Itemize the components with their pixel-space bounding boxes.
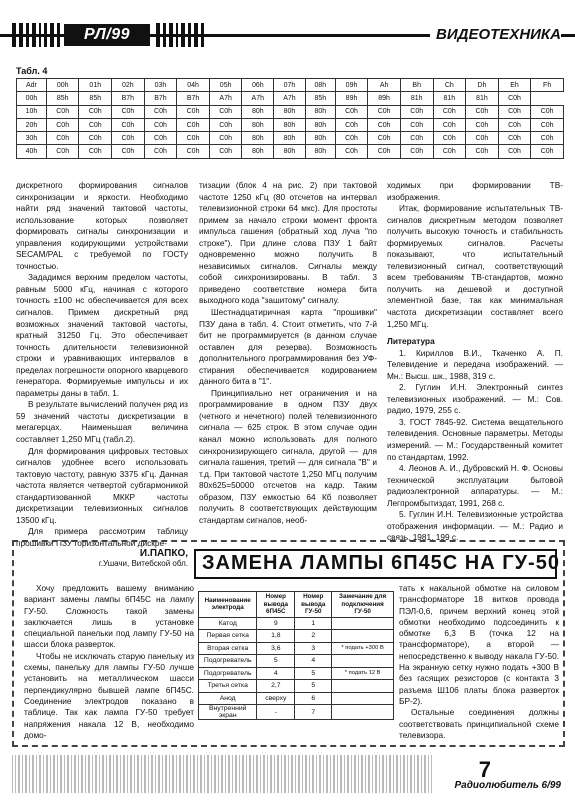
table-cell: B7h xyxy=(112,92,145,105)
table-cell: C0h xyxy=(46,118,79,131)
table-cell: 81h xyxy=(400,92,433,105)
table-cell xyxy=(332,630,394,643)
paragraph: Хочу предложить вашему вниманию вариант замены лампы 6П45С на лампу ГУ-50. Сложность такой замены заключается лишь в установке специальной панельки под лампу ГУ-50 на шасси блока разверток. xyxy=(24,583,194,650)
table-cell: 08h xyxy=(305,79,335,92)
table-cell: 80h xyxy=(274,105,306,118)
table-cell: C0h xyxy=(112,132,145,145)
table-cell: 80h xyxy=(274,118,306,131)
table-cell: C0h xyxy=(144,118,177,131)
table-cell: C0h xyxy=(112,145,145,158)
table-cell: C0h xyxy=(177,118,210,131)
table-cell: C0h xyxy=(79,105,112,118)
table-cell: C0h xyxy=(466,105,499,118)
column-header: Наименование электрода xyxy=(199,592,257,618)
table-cell: 6 xyxy=(295,692,332,705)
table-cell: C0h xyxy=(79,145,112,158)
table-cell: 80h xyxy=(242,145,274,158)
table4-rom-map xyxy=(16,78,564,159)
table-cell: Fh xyxy=(531,79,564,92)
paragraph: Для формирования цифровых тестовых сигналов удобнее всего использовать тактовую частоту, равную 3375 кГц. Данная частота является четвертой субгармоникой стандартизованной МККР частоты дискретизации телевизионных сигналов 13500 кГц. xyxy=(16,445,188,525)
table-cell: 89h xyxy=(368,92,401,105)
table-cell: B7h xyxy=(144,92,177,105)
table-cell: 20h xyxy=(17,118,47,131)
paragraph: ходимых при формировании ТВ-изображения. xyxy=(387,180,563,202)
table-cell: 30h xyxy=(17,132,47,145)
page-number: 7 xyxy=(478,757,491,782)
table-cell: C0h xyxy=(498,105,531,118)
table-cell: 09h xyxy=(335,79,368,92)
table-cell: C0h xyxy=(46,132,79,145)
table-cell: 80h xyxy=(305,118,335,131)
table-cell: 80h xyxy=(242,118,274,131)
table-cell: C0h xyxy=(531,118,564,131)
table-row xyxy=(199,680,394,693)
table-cell: Третья сетка xyxy=(199,680,257,693)
reference-item: 5. Гуглин И.Н. Телевизионные устройства отображения информации. — М.: Радио и связь, 1981, 199 с. xyxy=(387,509,563,543)
table-cell: C0h xyxy=(400,118,433,131)
table-cell: C0h xyxy=(112,118,145,131)
table-row xyxy=(17,145,564,158)
table-cell: C0h xyxy=(466,118,499,131)
table-cell: 1,8 xyxy=(257,630,295,643)
table-cell: C0h xyxy=(400,105,433,118)
table-cell: 80h xyxy=(242,132,274,145)
table-cell: Подогреватель xyxy=(199,667,257,680)
table-row xyxy=(199,642,394,655)
table-cell: C0h xyxy=(144,145,177,158)
table-cell: C0h xyxy=(433,145,466,158)
table-cell: C0h xyxy=(433,118,466,131)
section-title: ВИДЕОТЕХНИКА xyxy=(430,26,561,43)
table-cell: 85h xyxy=(79,92,112,105)
table-cell: C0h xyxy=(368,145,401,158)
table-cell xyxy=(332,705,394,720)
table-cell: C0h xyxy=(400,132,433,145)
table-cell: C0h xyxy=(335,145,368,158)
author-name: И.ПАПКО, xyxy=(139,548,188,559)
table-cell: 5 xyxy=(295,680,332,693)
table-cell: C0h xyxy=(368,132,401,145)
table-cell: 5 xyxy=(257,655,295,668)
table-row xyxy=(17,105,564,118)
table-cell: 89h xyxy=(335,92,368,105)
text-column-2 xyxy=(199,180,377,526)
table-row xyxy=(199,667,394,680)
table-cell: C0h xyxy=(433,132,466,145)
table-cell: Первая сетка xyxy=(199,630,257,643)
column-header: Номер вывода ГУ-50 xyxy=(295,592,332,618)
paragraph: Зададимся верхним пределом частоты, равным 5000 кГц, начиная с которого точность ±100 нс обеспечивается для всех сигналов. Примем дискретный ряд возможных значений тактовой частоты, кратный 31250 Гц. Это обеспечивает точность длительности телевизионной строки и уравнивающих интервалов в пределах погрешности опорного кварцевого генератора. Формируемые импульсы и их параметры даны в табл. 1. xyxy=(16,272,188,398)
article-column-1 xyxy=(24,583,194,741)
table-cell: 4 xyxy=(295,655,332,668)
header-bars-decoration-right xyxy=(156,22,356,48)
table-cell: A7h xyxy=(274,92,306,105)
table-cell: C0h xyxy=(177,132,210,145)
table-cell: 1 xyxy=(295,617,332,630)
table-cell: C0h xyxy=(498,145,531,158)
table-cell: 00h xyxy=(17,92,47,105)
table4-caption: Табл. 4 xyxy=(16,66,48,76)
table-cell: 10h xyxy=(17,105,47,118)
paragraph: Итак, формирование испытательных ТВ-сигналов дискретным методом позволяет получить высокую точность и стабильность формируемых сигналов. Расчеты показывают, что испытательный телевизионный сигнал, соответствующий всем требованиям ТВ-стандартов, можно получить на дешевой и доступной элементной базе, так как минимальная частота дискретизации составляет всего 1,250 МГц. xyxy=(387,203,563,329)
footer-decoration xyxy=(12,755,452,793)
table-cell: C0h xyxy=(79,118,112,131)
table-row xyxy=(199,617,394,630)
table-cell: C0h xyxy=(335,132,368,145)
table-cell: 3 xyxy=(295,642,332,655)
table-cell: C0h xyxy=(177,145,210,158)
table-cell: C0h xyxy=(466,132,499,145)
table-cell: 85h xyxy=(305,92,335,105)
reference-item: 3. ГОСТ 7845-92. Система вещательного телевидения. Основные параметры. Методы измерений. — М.: Государственный комитет по стандартам, 1992. xyxy=(387,416,563,462)
table-cell: C0h xyxy=(531,145,564,158)
table-cell: Eh xyxy=(498,79,531,92)
table-cell: 3,6 xyxy=(257,642,295,655)
table-cell: 80h xyxy=(305,132,335,145)
table-cell: * подать 12 В xyxy=(332,667,394,680)
table-cell: C0h xyxy=(335,105,368,118)
table-cell xyxy=(332,655,394,668)
paragraph: Остальные соединения должны соответствовать принципиальной схеме телевизора. xyxy=(399,707,559,740)
table-cell: C0h xyxy=(498,132,531,145)
journal-issue: Радиолюбитель 6/99 xyxy=(454,780,561,791)
table-cell: C0h xyxy=(209,145,242,158)
table-cell: 06h xyxy=(242,79,274,92)
table-cell: Dh xyxy=(466,79,499,92)
text-column-1 xyxy=(16,180,188,550)
table-cell: 2,7 xyxy=(257,680,295,693)
table-cell: C0h xyxy=(209,118,242,131)
table-cell: C0h xyxy=(209,132,242,145)
paragraph: Шестнадцатиричная карта "прошивки" ПЗУ дана в табл. 4. Стоит отметить, что 7-й бит не программируется (в данном случае оставлен для резерва). Возможность дополнительного программирования без УФ-стирания обеспечивается кодированием данного бита в "1". xyxy=(199,307,377,387)
table-cell: C0h xyxy=(335,118,368,131)
column-header: Замечание для подключения ГУ-50 xyxy=(332,592,394,618)
table-cell: 04h xyxy=(177,79,210,92)
table-cell xyxy=(332,692,394,705)
table-cell: C0h xyxy=(112,105,145,118)
table-cell: C0h xyxy=(433,105,466,118)
table-cell: Подогреватель xyxy=(199,655,257,668)
table-cell: 00h xyxy=(46,79,79,92)
table-cell xyxy=(332,617,394,630)
reference-item: 1. Кириллов В.И., Ткаченко А. П. Телевидение и передача изображений. — Мн.: Высш. шк., 1988, 319 с. xyxy=(387,347,563,381)
column-header: Номер вывода 6П45С xyxy=(257,592,295,618)
table-cell: C0h xyxy=(368,118,401,131)
table-cell: 81h xyxy=(466,92,499,105)
table-cell: 81h xyxy=(433,92,466,105)
table-cell: 80h xyxy=(274,145,306,158)
table-cell: C0h xyxy=(498,118,531,131)
table-cell: C0h xyxy=(144,132,177,145)
article-column-3 xyxy=(399,583,559,741)
table-header-row xyxy=(17,79,564,92)
table-cell: Анод xyxy=(199,692,257,705)
table-cell: C0h xyxy=(466,145,499,158)
table-header-row xyxy=(199,592,394,618)
table-cell: A7h xyxy=(242,92,274,105)
table-row xyxy=(199,692,394,705)
table-cell: 7 xyxy=(295,705,332,720)
table-cell: 80h xyxy=(305,105,335,118)
table-cell: 2 xyxy=(295,630,332,643)
table-row xyxy=(17,92,564,105)
table-cell: 03h xyxy=(144,79,177,92)
table-cell: Ah xyxy=(368,79,401,92)
table-cell: A7h xyxy=(209,92,242,105)
table-row xyxy=(199,705,394,720)
table-cell: 85h xyxy=(46,92,79,105)
table-cell: Bh xyxy=(400,79,433,92)
table-cell: Катод xyxy=(199,617,257,630)
magazine-logo: РЛ/99 xyxy=(64,24,150,46)
paragraph: Чтобы не исключать старую панельку из схемы, панельку для лампы ГУ-50 лучше установить на металлическом шасси перпендикулярно бывшей лампе 6П45С. Соединение электродов показано в таблице. Так как лампа ГУ-50 требует напряжения накала 12 В, необходимо домо- xyxy=(24,650,194,740)
paragraph: тать к накальной обмотке на силовом трансформаторе 18 витков провода ПЭЛ-0,6, причем верхний конец этой обмотки необходимо подсоединить к обмотке 6,3 В (точка 12 на трансформаторе), а второй — непосредственно к выводу накала ГУ-50. На экранную сетку нужно подать +300 В без гасящих резисторов (с контакта 3 разъема Ш106 платы блока разверток БР-2). xyxy=(399,583,559,706)
table-cell: C0h xyxy=(209,105,242,118)
reference-item: 2. Гуглин И.Н. Электронный синтез телевизионных изображений. — М.: Сов. радио, 1979, 255 с. xyxy=(387,382,563,416)
table-cell: C0h xyxy=(531,105,564,118)
table-cell: C0h xyxy=(368,105,401,118)
table-cell: 07h xyxy=(274,79,306,92)
table-cell: C0h xyxy=(498,92,531,105)
article-author-block xyxy=(24,548,188,568)
electrode-connection-table xyxy=(198,591,394,720)
table-cell: B7h xyxy=(177,92,210,105)
table-cell: C0h xyxy=(531,132,564,145)
table-cell: C0h xyxy=(46,145,79,158)
table-cell: 01h xyxy=(79,79,112,92)
table-cell: C0h xyxy=(177,105,210,118)
table-cell: Вторая сетка xyxy=(199,642,257,655)
article-title: ЗАМЕНА ЛАМПЫ 6П45С НА ГУ-50 xyxy=(202,552,560,574)
paragraph: тизации (блок 4 на рис. 2) при тактовой частоте 1250 кГц (80 отсчетов на интервал телевизионной строки 64 мкс). Для простоты примем за начало строки момент фронта импульса гашения (обратный ход луча "по строке"). При длине слова ПЗУ 1 байт одновременно можно получить 8 независимых сигналов. Сигналы между собой синхронизированы. В табл. 3 приведено соответствие номера бита выходного кода "зашитому" сигналу. xyxy=(199,180,377,306)
table-cell: 5 xyxy=(295,667,332,680)
table-cell xyxy=(332,680,394,693)
table-row xyxy=(199,630,394,643)
paragraph: дискретного формирования сигналов синхронизации и яркости. Необходимо найти ряд значений тактовой частоты, использование которых позволяет формировать сигналы синхронизации и управления кодирующими устройствами SECAM/PAL с требуемой по ГОСТу точностью. xyxy=(16,180,188,271)
references-list xyxy=(387,348,563,544)
table-cell: 40h xyxy=(17,145,47,158)
page-header xyxy=(0,0,575,58)
table-cell: C0h xyxy=(79,132,112,145)
table-cell: 9 xyxy=(257,617,295,630)
table-cell: - xyxy=(257,705,295,720)
reference-item: 4. Леонов А. И., Дубровский Н. Ф. Основы технической эксплуатации бытовой радиоэлектронной аппаратуры. — М.: Легпромбытиздат, 1991, 268 с. xyxy=(387,463,563,508)
table-cell: 02h xyxy=(112,79,145,92)
paragraph: Для примера рассмотрим таблицу прошивки ПЗУ горизонтальной дискре- xyxy=(16,526,188,548)
author-location: г.Ушачи, Витебской обл. xyxy=(98,559,188,568)
table-row xyxy=(199,655,394,668)
table-cell: 80h xyxy=(274,132,306,145)
table-cell: 80h xyxy=(242,105,274,118)
table-cell: Внутренний экран xyxy=(199,705,257,720)
table-cell: Adr xyxy=(17,79,47,92)
table-row xyxy=(17,118,564,131)
paragraph: Принципиально нет ограничения и на программирование в одном ПЗУ двух (четного и нечетного) полей телевизионного сигнала — 625 строк. В этом случае один канал можно использовать для полного синхронизирующего сигнала, другой — для сигнала гашения, третий — для сигнала "В" и т.д. При тактовой частоте 1,250 МГц получим 80x625=50000 отсчетов на кадр. Таким образом, ПЗУ емкостью 64 Кб позволяет получить 8 соответствующих действующим стандартам сигналов, необ- xyxy=(199,387,377,525)
paragraph: В результате вычислений получен ряд из 59 значений частоты дискретизации в мегагерцах. Наименьшая величина составляет 1,250 МГц (табл.2). xyxy=(16,399,188,445)
table-cell: * подать +300 В xyxy=(332,642,394,655)
table-cell: Ch xyxy=(433,79,466,92)
table-cell: сверху xyxy=(257,692,295,705)
table-cell: 4 xyxy=(257,667,295,680)
table-cell: C0h xyxy=(144,105,177,118)
text-column-3 xyxy=(387,180,563,544)
table-row xyxy=(17,132,564,145)
table-cell: C0h xyxy=(46,105,79,118)
table-cell: 05h xyxy=(209,79,242,92)
references-heading: Литература xyxy=(387,336,435,347)
table-cell: 80h xyxy=(305,145,335,158)
table-cell: C0h xyxy=(400,145,433,158)
